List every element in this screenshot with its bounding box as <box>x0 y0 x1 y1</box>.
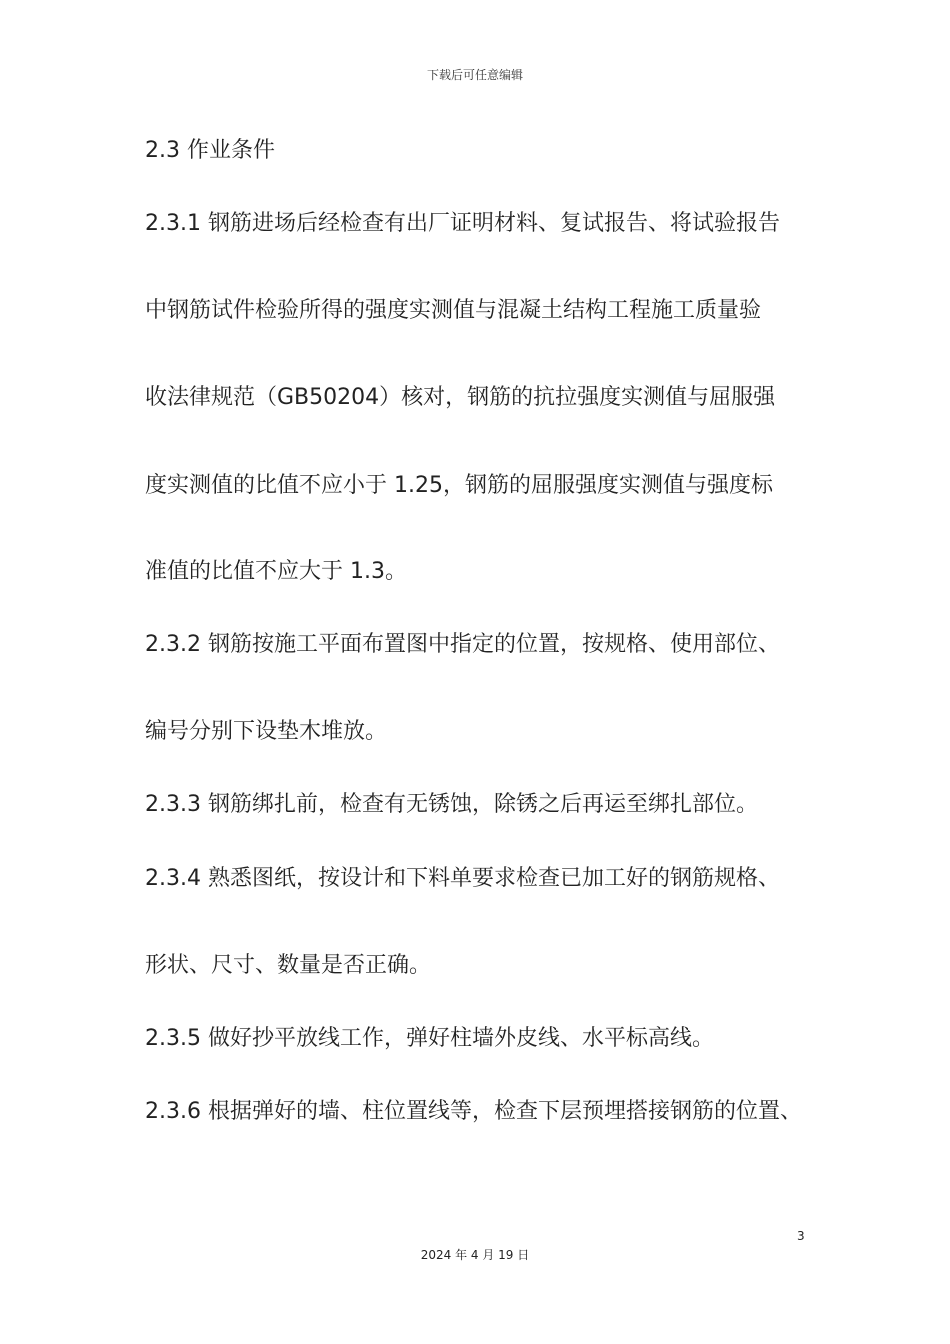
paragraph-line: 中钢筋试件检验所得的强度实测值与混凝土结构工程施工质量验 <box>145 298 762 323</box>
paragraph-line: 收法律规范（GB50204）核对，钢筋的抗拉强度实测值与屈服强 <box>145 385 776 410</box>
paragraph-line: 2.3.3 钢筋绑扎前，检查有无锈蚀，除锈之后再运至绑扎部位。 <box>145 792 758 817</box>
section-heading: 2.3 作业条件 <box>145 138 275 163</box>
page-footer-date: 2024 年 4 月 19 日 <box>420 1248 530 1262</box>
paragraph-line: 准值的比值不应大于 1.3。 <box>145 559 407 584</box>
paragraph-line: 2.3.2 钢筋按施工平面布置图中指定的位置，按规格、使用部位、 <box>145 632 780 657</box>
paragraph-line: 形状、尺寸、数量是否正确。 <box>145 953 432 978</box>
paragraph-line: 编号分别下设垫木堆放。 <box>145 719 388 744</box>
paragraph-line: 2.3.1 钢筋进场后经检查有出厂证明材料、复试报告、将试验报告 <box>145 211 780 236</box>
paragraph-line: 2.3.6 根据弹好的墙、柱位置线等，检查下层预埋搭接钢筋的位置、 <box>145 1099 802 1124</box>
paragraph-line: 2.3.4 熟悉图纸，按设计和下料单要求检查已加工好的钢筋规格、 <box>145 866 780 891</box>
page-number: 3 <box>797 1229 805 1243</box>
paragraph-line: 2.3.5 做好抄平放线工作，弹好柱墙外皮线、水平标高线。 <box>145 1026 714 1051</box>
paragraph-line: 度实测值的比值不应小于 1.25，钢筋的屈服强度实测值与强度标 <box>145 473 773 498</box>
page-header: 下载后可任意编辑 <box>426 68 523 82</box>
